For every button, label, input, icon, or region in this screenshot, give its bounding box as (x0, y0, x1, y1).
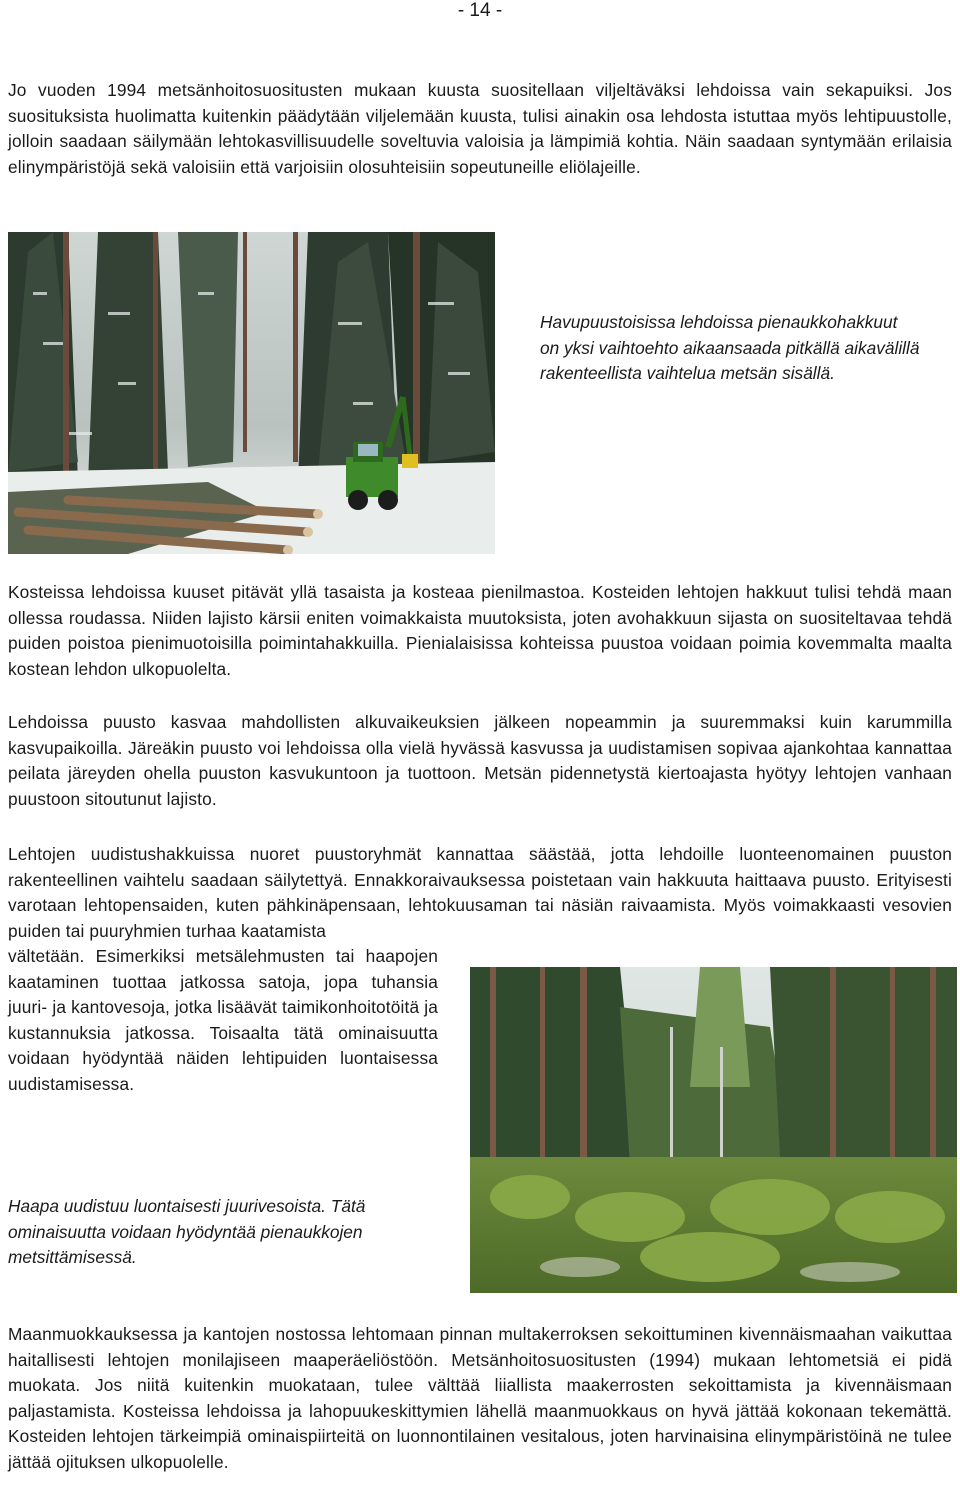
paragraph-4-continued: vältetään. Esimerkiksi metsälehmusten tai haapojen kaataminen tuottaa jatkossa satoja, jopa tuhansia juuri- ja kantovesoja, jotka lisäävät taimikonhoitotöitä ja kustannuksia jatkossa. Toisaalta tätä ominaisuutta voidaan hyödyntää näiden lehtipuiden luontaisessa uudistamisessa. (8, 946, 438, 1094)
paragraph-4: Lehtojen uudistushakkuissa nuoret puustoryhmät kannattaa säästää, jotta lehdoille luonteenomainen puuston rakenteellinen vaihtelu saadaan säilytettyä. Ennakkoraivauksessa poistetaan vain hakkuuta haittaava puusto. Erityisesti varotaan lehtopensaiden, kuten pähkinäpensaan, lehtokuusaman tai näsiän raivaamista. Myös voimakkaasti vesovien puiden tai puuryhmien turhaa kaatamista (8, 844, 952, 941)
aspen-regeneration-photo (470, 967, 957, 1293)
paragraph-3: Lehdoissa puusto kasvaa mahdollisten alkuvaikeuksien jälkeen nopeammin ja suuremmaksi kuin karummilla kasvupaikoilla. Järeäkin puusto voi lehdoissa olla vielä hyvässä kasvussa ja uudistamisen sopivaa ajankohtaa kannattaa peilata järeyden ohella puuston kasvukuntoon ja tuottoon. Metsän pidennetystä kiertoajasta hyötyy lehtojen vanhaan puustoon sitoutunut lajisto. (8, 712, 952, 809)
paragraph-5: Maanmuokkauksessa ja kantojen nostossa lehtomaan pinnan multakerroksen sekoittuminen kivennäismaahan vaikuttaa haitallisesti lehtojen monilajiseen maaperäeliöstöön. Metsänhoitosuositusten (1994) mukaan lehtometsiä ei pidä muokata. Jos niitä kuitenkin muokataan, tulee välttää liiallista maakerrosten sekoittamista ja kivennäismaan paljastamista. Kosteissa lehdoissa ja lahopuukeskittymien lähellä maanmuokkaus on hyvä jättää kokonaan tekemättä. Kosteiden lehtojen tärkeimpiä ominaispiirteitä on luonnontilainen vesitalous, joten harvinaisina elinympäristöinä ne tulee jättää ojituksen ulkopuolelle. (8, 1324, 952, 1472)
page-number: - 14 - (457, 0, 503, 21)
aspen-photo-caption: Haapa uudistuu luontaisesti juurivesoista. Tätä ominaisuutta voidaan hyödyntää pienaukkojen metsittämisessä. (8, 1196, 366, 1267)
paragraph-1: Jo vuoden 1994 metsänhoitosuositusten mukaan kuusta suositellaan viljeltäväksi lehdoissa vain sekapuiksi. Jos suosituksista huolimatta kuitenkin päädytään viljelemään kuusta, tulisi ainakin osa lehdosta istuttaa myös lehtipuustolle, jolloin saadaan säilymään lehtokasvillisuudelle soveltuvia valoisia ja lämpimiä kohtia. Näin saadaan syntymään erilaisia elinympäristöjä sekä valoisiin että varjoisiin olosuhteisiin sopeutuneille eliölajeille. (8, 80, 952, 177)
winter-forest-harvester-photo (8, 232, 495, 554)
paragraph-2: Kosteissa lehdoissa kuuset pitävät yllä tasaista ja kosteaa pienilmastoa. Kosteiden lehtojen hakkuut tulisi tehdä maan ollessa roudassa. Niiden lajisto kärsii eniten voimakkaista muutoksista, joten avohakkuun sijasta on suositeltavaa tehdä puiden poistoa pienimuotoisilla poimintahakkuilla. Pienialaisissa kohteissa puustoa voidaan poimia kovemmalta maalta kostean lehdon ulkopuolelta. (8, 582, 952, 679)
winter-photo-caption: Havupuustoisissa lehdoissa pienaukkohakkuut on yksi vaihtoehto aikaansaada pitkällä aikavälillä rakenteellista vaihtelua metsän sisällä. (540, 312, 920, 383)
